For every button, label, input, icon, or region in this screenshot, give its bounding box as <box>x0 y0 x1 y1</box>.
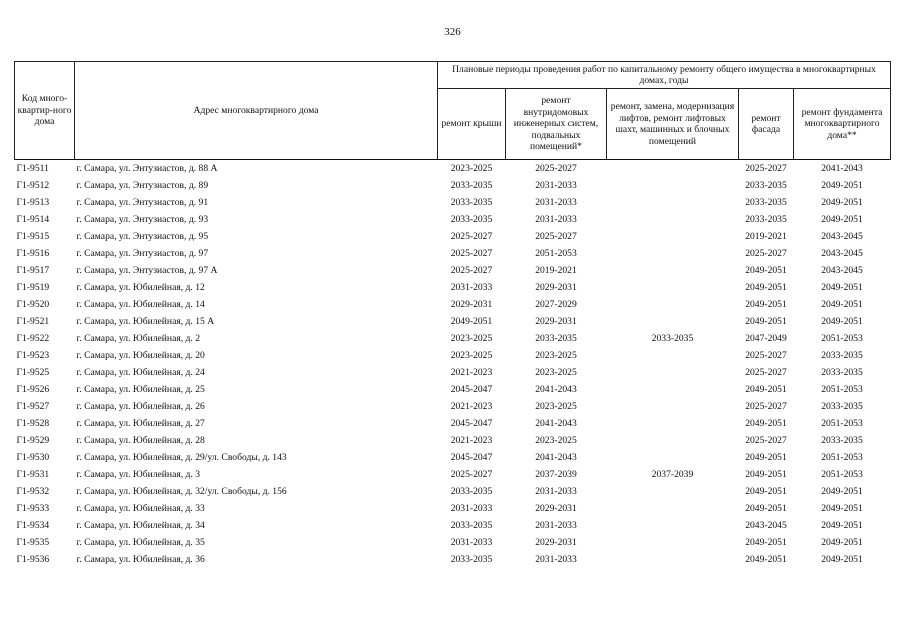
roof-cell: 2025-2027 <box>450 468 493 480</box>
code-cell: Г1-9523 <box>16 349 50 361</box>
elevators-cell <box>607 449 739 466</box>
table-row <box>15 398 891 415</box>
roof-cell: 2045-2047 <box>450 417 493 429</box>
address-cell: г. Самара, ул. Энтузиастов, д. 97 А <box>76 264 218 276</box>
address-cell: г. Самара, ул. Энтузиастов, д. 95 <box>76 230 209 242</box>
address-cell: г. Самара, ул. Юбилейная, д. 14 <box>76 298 205 310</box>
code-cell: Г1-9534 <box>16 519 50 531</box>
elevators-cell <box>607 262 739 279</box>
facade-cell: 2025-2027 <box>745 162 787 174</box>
facade-cell: 2025-2027 <box>745 400 787 412</box>
elevators-cell <box>607 245 739 262</box>
facade-cell: 2025-2027 <box>745 247 787 259</box>
address-cell: г. Самара, ул. Энтузиастов, д. 91 <box>76 196 209 208</box>
code-cell: Г1-9533 <box>16 502 50 514</box>
foundation-cell: 2049-2051 <box>821 196 863 208</box>
address-cell: г. Самара, ул. Юбилейная, д. 25 <box>76 383 205 395</box>
systems-cell: 2019-2021 <box>535 264 577 276</box>
table-row <box>15 551 891 568</box>
elevators-cell <box>607 415 739 432</box>
systems-cell: 2031-2033 <box>535 485 577 497</box>
code-cell: Г1-9520 <box>16 298 50 310</box>
code-cell: Г1-9522 <box>16 332 50 344</box>
code-cell: Г1-9526 <box>16 383 50 395</box>
code-cell: Г1-9521 <box>16 315 50 327</box>
address-cell: г. Самара, ул. Юбилейная, д. 34 <box>76 519 205 531</box>
foundation-cell: 2049-2051 <box>821 179 863 191</box>
address-cell: г. Самара, ул. Юбилейная, д. 32/ул. Свободы, д. 156 <box>76 485 287 497</box>
address-cell: г. Самара, ул. Юбилейная, д. 28 <box>76 434 205 446</box>
table-row <box>15 245 891 262</box>
foundation-cell: 2033-2035 <box>821 349 863 361</box>
elevators-cell <box>607 500 739 517</box>
foundation-cell: 2051-2053 <box>821 332 863 344</box>
code-cell: Г1-9514 <box>16 213 50 225</box>
systems-cell: 2029-2031 <box>535 502 577 514</box>
table-header <box>15 62 891 160</box>
roof-cell: 2033-2035 <box>450 519 493 531</box>
systems-cell: 2041-2043 <box>535 383 577 395</box>
foundation-cell: 2049-2051 <box>821 485 863 497</box>
foundation-cell: 2043-2045 <box>821 247 863 259</box>
header-address: Адрес многоквартирного дома <box>75 62 438 160</box>
systems-cell: 2029-2031 <box>535 315 577 327</box>
systems-cell: 2023-2025 <box>535 400 577 412</box>
facade-cell: 2025-2027 <box>745 366 787 378</box>
facade-cell: 2025-2027 <box>745 434 787 446</box>
address-cell: г. Самара, ул. Юбилейная, д. 27 <box>76 417 205 429</box>
roof-cell: 2049-2051 <box>450 315 493 327</box>
table-row <box>15 279 891 296</box>
address-cell: г. Самара, ул. Юбилейная, д. 26 <box>76 400 205 412</box>
systems-cell: 2031-2033 <box>535 179 577 191</box>
facade-cell: 2049-2051 <box>745 298 787 310</box>
code-cell: Г1-9527 <box>16 400 50 412</box>
code-cell: Г1-9517 <box>16 264 50 276</box>
systems-cell: 2023-2025 <box>535 366 577 378</box>
facade-cell: 2049-2051 <box>745 451 787 463</box>
facade-cell: 2033-2035 <box>745 196 787 208</box>
systems-cell: 2041-2043 <box>535 451 577 463</box>
elevators-cell <box>607 398 739 415</box>
foundation-cell: 2033-2035 <box>821 366 863 378</box>
table-row <box>15 330 891 347</box>
elevators-cell <box>607 483 739 500</box>
code-cell: Г1-9531 <box>16 468 50 480</box>
foundation-cell: 2033-2035 <box>821 434 863 446</box>
table-row <box>15 466 891 483</box>
header-code: Код много-квартир-ного дома <box>15 62 75 160</box>
foundation-cell: 2049-2051 <box>821 213 863 225</box>
code-cell: Г1-9535 <box>16 536 50 548</box>
roof-cell: 2025-2027 <box>450 264 493 276</box>
roof-cell: 2023-2025 <box>450 162 493 174</box>
code-cell: Г1-9512 <box>16 179 50 191</box>
table-row <box>15 160 891 178</box>
header-systems: ремонт внутридомовых инженерных систем, подвальных помещений* <box>506 89 607 160</box>
capital-repair-table <box>14 61 891 568</box>
facade-cell: 2033-2035 <box>745 213 787 225</box>
address-cell: г. Самара, ул. Юбилейная, д. 36 <box>76 553 205 565</box>
roof-cell: 2033-2035 <box>450 213 493 225</box>
roof-cell: 2033-2035 <box>450 485 493 497</box>
table-row <box>15 364 891 381</box>
facade-cell: 2049-2051 <box>745 553 787 565</box>
code-cell: Г1-9532 <box>16 485 50 497</box>
header-facade: ремонт фасада <box>739 89 794 160</box>
address-cell: г. Самара, ул. Юбилейная, д. 24 <box>76 366 205 378</box>
page-number: 326 <box>444 26 461 38</box>
elevators-cell <box>607 296 739 313</box>
facade-cell: 2043-2045 <box>745 519 787 531</box>
elevators-cell <box>607 211 739 228</box>
foundation-cell: 2049-2051 <box>821 553 863 565</box>
systems-cell: 2031-2033 <box>535 196 577 208</box>
foundation-cell: 2049-2051 <box>821 536 863 548</box>
roof-cell: 2045-2047 <box>450 383 493 395</box>
foundation-cell: 2043-2045 <box>821 264 863 276</box>
facade-cell: 2033-2035 <box>745 179 787 191</box>
foundation-cell: 2051-2053 <box>821 451 863 463</box>
header-elevators: ремонт, замена, модернизация лифтов, ремонт лифтовых шахт, машинных и блочных помещений <box>607 89 739 160</box>
foundation-cell: 2049-2051 <box>821 519 863 531</box>
foundation-cell: 2049-2051 <box>821 502 863 514</box>
table-row <box>15 449 891 466</box>
code-cell: Г1-9519 <box>16 281 50 293</box>
code-cell: Г1-9530 <box>16 451 50 463</box>
facade-cell: 2019-2021 <box>745 230 787 242</box>
facade-cell: 2049-2051 <box>745 536 787 548</box>
foundation-cell: 2043-2045 <box>821 230 863 242</box>
roof-cell: 2025-2027 <box>450 230 493 242</box>
facade-cell: 2049-2051 <box>745 264 787 276</box>
header-roof: ремонт крыши <box>438 89 506 160</box>
roof-cell: 2029-2031 <box>450 298 493 310</box>
systems-cell: 2029-2031 <box>535 281 577 293</box>
systems-cell: 2051-2053 <box>535 247 577 259</box>
elevators-cell <box>607 160 739 178</box>
address-cell: г. Самара, ул. Энтузиастов, д. 89 <box>76 179 209 191</box>
code-cell: Г1-9515 <box>16 230 50 242</box>
roof-cell: 2021-2023 <box>450 400 493 412</box>
roof-cell: 2025-2027 <box>450 247 493 259</box>
code-cell: Г1-9516 <box>16 247 50 259</box>
address-cell: г. Самара, ул. Энтузиастов, д. 88 А <box>76 162 218 174</box>
elevators-cell <box>607 279 739 296</box>
table-row <box>15 534 891 551</box>
elevators-cell <box>607 517 739 534</box>
table-row <box>15 228 891 245</box>
table-row <box>15 517 891 534</box>
facade-cell: 2025-2027 <box>745 349 787 361</box>
table-row <box>15 194 891 211</box>
foundation-cell: 2049-2051 <box>821 281 863 293</box>
code-cell: Г1-9528 <box>16 417 50 429</box>
roof-cell: 2021-2023 <box>450 366 493 378</box>
address-cell: г. Самара, ул. Юбилейная, д. 33 <box>76 502 205 514</box>
code-cell: Г1-9529 <box>16 434 50 446</box>
systems-cell: 2031-2033 <box>535 553 577 565</box>
systems-cell: 2031-2033 <box>535 213 577 225</box>
foundation-cell: 2051-2053 <box>821 468 863 480</box>
header-periods: Плановые периоды проведения работ по капитальному ремонту общего имущества в многоквартирных домах, годы <box>438 62 891 89</box>
elevators-cell <box>607 381 739 398</box>
roof-cell: 2031-2033 <box>450 281 493 293</box>
address-cell: г. Самара, ул. Юбилейная, д. 29/ул. Свободы, д. 143 <box>76 451 287 463</box>
table-row <box>15 432 891 449</box>
address-cell: г. Самара, ул. Юбилейная, д. 2 <box>76 332 201 344</box>
roof-cell: 2031-2033 <box>450 502 493 514</box>
roof-cell: 2033-2035 <box>450 179 493 191</box>
header-foundation: ремонт фундамента многоквартирного дома** <box>794 89 891 160</box>
roof-cell: 2023-2025 <box>450 332 493 344</box>
table-row <box>15 381 891 398</box>
elevators-cell: 2033-2035 <box>651 332 694 344</box>
systems-cell: 2027-2029 <box>535 298 577 310</box>
roof-cell: 2033-2035 <box>450 196 493 208</box>
facade-cell: 2049-2051 <box>745 417 787 429</box>
roof-cell: 2031-2033 <box>450 536 493 548</box>
elevators-cell <box>607 228 739 245</box>
facade-cell: 2049-2051 <box>745 383 787 395</box>
facade-cell: 2049-2051 <box>745 485 787 497</box>
systems-cell: 2037-2039 <box>535 468 577 480</box>
systems-cell: 2025-2027 <box>535 230 577 242</box>
elevators-cell <box>607 313 739 330</box>
address-cell: г. Самара, ул. Юбилейная, д. 3 <box>76 468 201 480</box>
table-row <box>15 483 891 500</box>
address-cell: г. Самара, ул. Юбилейная, д. 35 <box>76 536 205 548</box>
table-row <box>15 296 891 313</box>
systems-cell: 2029-2031 <box>535 536 577 548</box>
facade-cell: 2049-2051 <box>745 468 787 480</box>
foundation-cell: 2049-2051 <box>821 315 863 327</box>
systems-cell: 2041-2043 <box>535 417 577 429</box>
elevators-cell <box>607 364 739 381</box>
systems-cell: 2023-2025 <box>535 434 577 446</box>
systems-cell: 2023-2025 <box>535 349 577 361</box>
foundation-cell: 2049-2051 <box>821 298 863 310</box>
roof-cell: 2033-2035 <box>450 553 493 565</box>
elevators-cell: 2037-2039 <box>651 468 694 480</box>
table-row <box>15 262 891 279</box>
address-cell: г. Самара, ул. Юбилейная, д. 20 <box>76 349 205 361</box>
elevators-cell <box>607 432 739 449</box>
elevators-cell <box>607 347 739 364</box>
code-cell: Г1-9536 <box>16 553 50 565</box>
elevators-cell <box>607 194 739 211</box>
elevators-cell <box>607 177 739 194</box>
table-row <box>15 313 891 330</box>
roof-cell: 2021-2023 <box>450 434 493 446</box>
code-cell: Г1-9513 <box>16 196 50 208</box>
address-cell: г. Самара, ул. Юбилейная, д. 12 <box>76 281 205 293</box>
table-row <box>15 211 891 228</box>
address-cell: г. Самара, ул. Энтузиастов, д. 97 <box>76 247 209 259</box>
address-cell: г. Самара, ул. Юбилейная, д. 15 А <box>76 315 215 327</box>
table-row <box>15 177 891 194</box>
facade-cell: 2049-2051 <box>745 315 787 327</box>
roof-cell: 2023-2025 <box>450 349 493 361</box>
elevators-cell <box>607 534 739 551</box>
systems-cell: 2031-2033 <box>535 519 577 531</box>
foundation-cell: 2041-2043 <box>821 162 863 174</box>
facade-cell: 2049-2051 <box>745 502 787 514</box>
facade-cell: 2047-2049 <box>745 332 787 344</box>
table-row <box>15 415 891 432</box>
code-cell: Г1-9511 <box>16 162 49 174</box>
foundation-cell: 2051-2053 <box>821 417 863 429</box>
foundation-cell: 2051-2053 <box>821 383 863 395</box>
code-cell: Г1-9525 <box>16 366 50 378</box>
elevators-cell <box>607 551 739 568</box>
roof-cell: 2045-2047 <box>450 451 493 463</box>
facade-cell: 2049-2051 <box>745 281 787 293</box>
foundation-cell: 2033-2035 <box>821 400 863 412</box>
address-cell: г. Самара, ул. Энтузиастов, д. 93 <box>76 213 209 225</box>
table-body <box>15 160 891 569</box>
systems-cell: 2033-2035 <box>535 332 577 344</box>
table-row <box>15 347 891 364</box>
systems-cell: 2025-2027 <box>535 162 577 174</box>
table-row <box>15 500 891 517</box>
